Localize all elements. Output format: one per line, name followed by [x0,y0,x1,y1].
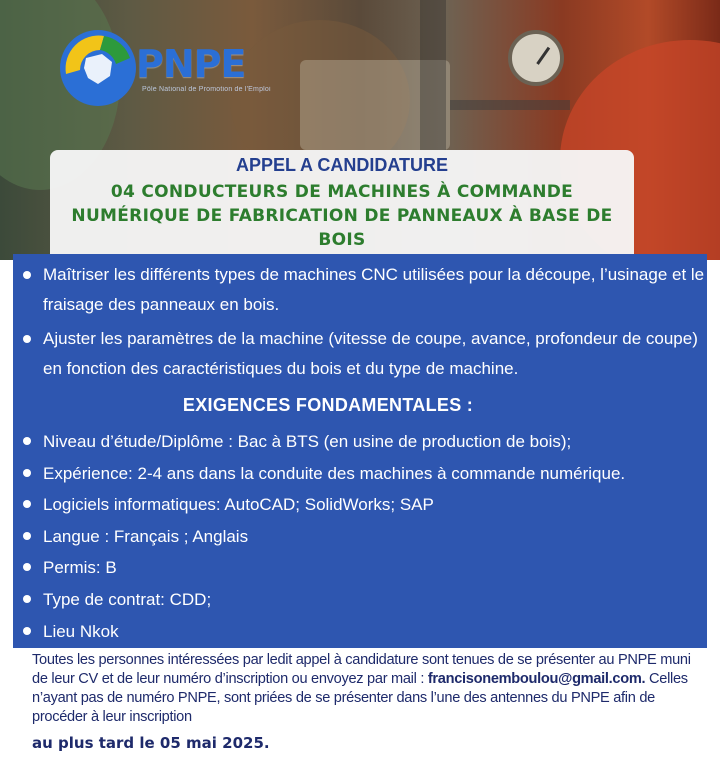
requirement-item: Permis: B [13,552,707,584]
requirements-list [13,426,707,647]
requirement-item: Niveau d’étude/Diplôme : Bac à BTS (en usine de production de bois); [13,426,707,458]
pipe [450,100,570,110]
deadline: au plus tard le 05 mai 2025. [32,734,270,752]
gauge-needle [536,47,550,65]
requirement-item: Lieu Nkok [13,616,707,648]
task-list [13,260,707,388]
task-item: Maîtriser les différents types de machines CNC utilisées pour la découpe, l’usinage et le fraisage des panneaux en bois. [13,260,707,320]
details-panel [13,254,707,648]
title-card [50,150,634,254]
task-item: Ajuster les paramètres de la machine (vitesse de coupe, avance, profondeur de coupe) en fonction des caractéristiques du bois et du type de machine. [13,324,707,384]
requirement-item: Expérience: 2-4 ans dans la conduite des machines à commande numérique. [13,458,707,490]
pnpe-logo [58,28,288,110]
instructions-intro: Toutes les personnes intéressées par ledit appel à candidature sont tenues de se présenter au PNPE muni de leur CV et de leur numéro d’inscription ou envoyez par mail : [32,652,691,687]
instructions-rest: Celles n’ayant pas de numéro PNPE, sont priées de se présenter dans l’une des antennes du PNPE afin de procéder à leur inscription [32,671,688,725]
brand-name: PNPE [136,42,246,86]
brand-tagline: Pôle National de Promotion de l'Emploi [142,86,271,93]
gabon-map-logo-icon [58,28,138,108]
application-instructions [32,651,692,727]
kicker: APPEL A CANDIDATURE [235,155,448,175]
requirement-item: Type de contrat: CDD; [13,584,707,616]
requirements-heading: EXIGENCES FONDAMENTALES : [182,395,474,415]
requirement-item: Logiciels informatiques: AutoCAD; SolidWorks; SAP [13,489,707,521]
pressure-gauge-icon [508,30,564,86]
requirement-item: Langue : Français ; Anglais [13,521,707,553]
job-title: 04 CONDUCTEURS DE MACHINES À COMMANDE NUMÉRIQUE DE FABRICATION DE PANNEAUX À BASE DE BOIS [71,182,613,250]
contact-email[interactable]: francisonemboulou@gmail.com. [427,671,646,687]
